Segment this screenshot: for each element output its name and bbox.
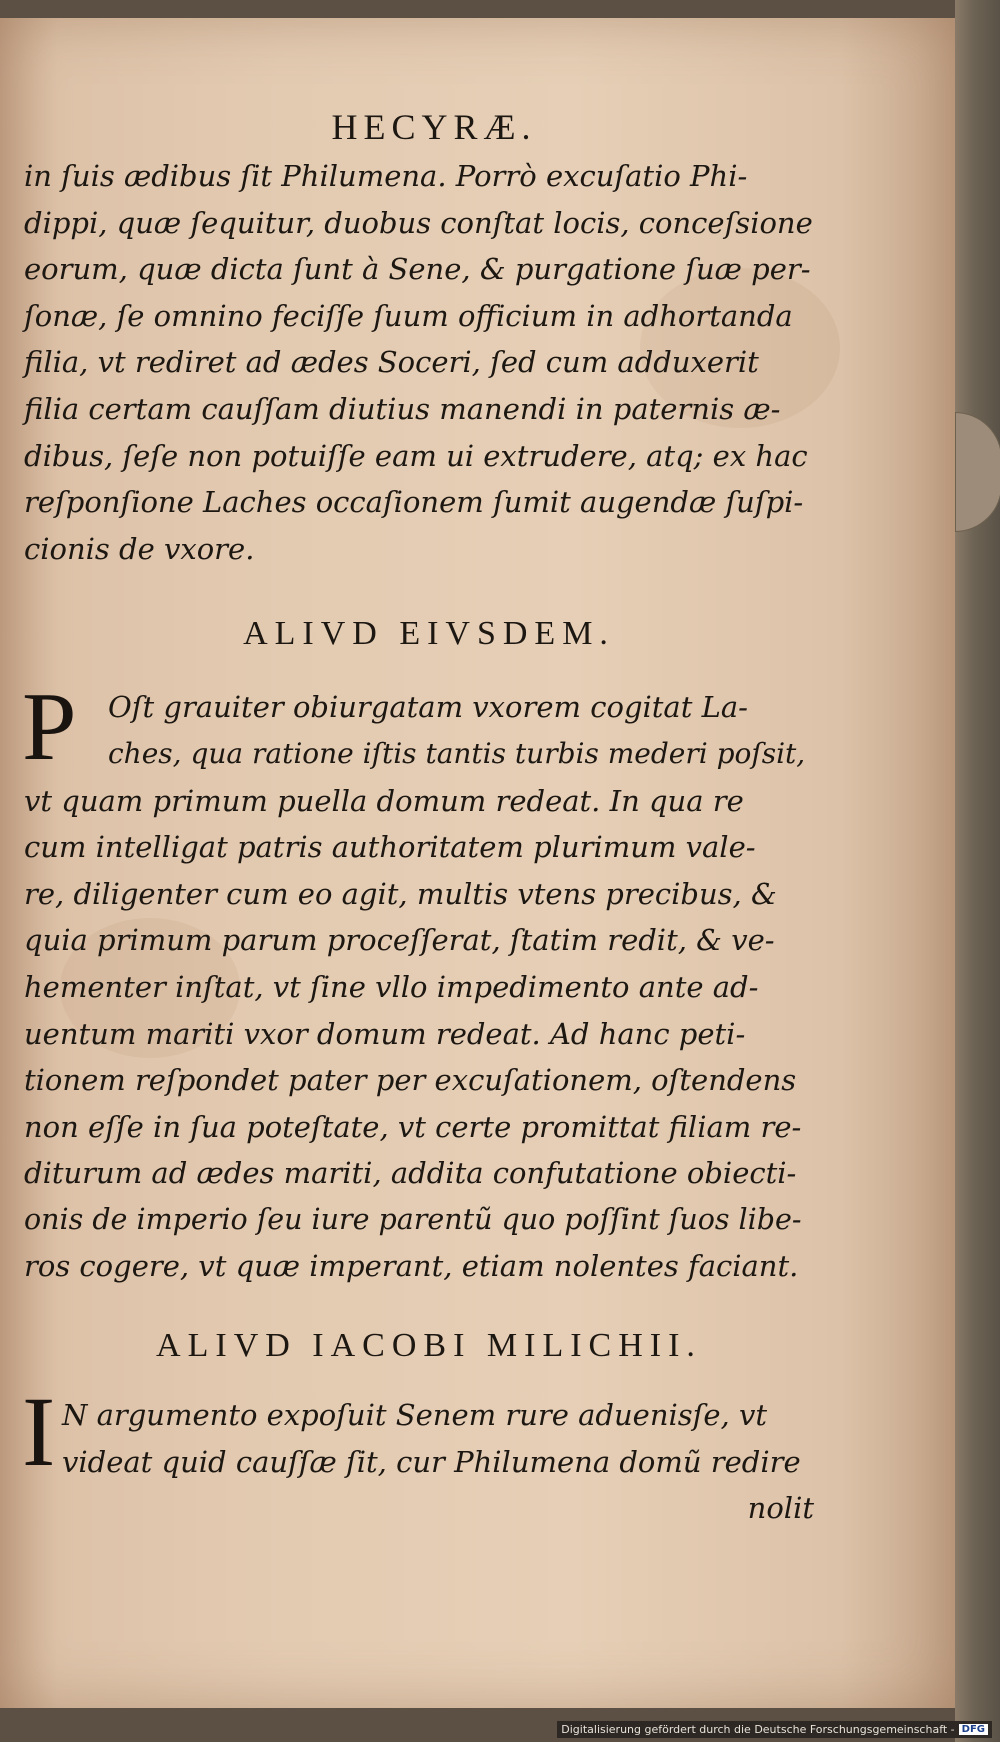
text-line: quia primum parum proceſſerat, ſtatim redit, & ve- <box>24 923 775 958</box>
text-line: Oſt grauiter obiurgatam vxorem cogitat La- <box>108 690 748 725</box>
digitization-credit <box>557 1721 992 1738</box>
section-heading: ALIVD EIVSDEM. <box>243 615 615 653</box>
text-line: reſponſione Laches occaſionem ſumit augendæ ſuſpi- <box>24 485 804 520</box>
text-line: videat quid cauſſæ ſit, cur Philumena domũ redire <box>62 1444 801 1479</box>
catchword: nolit <box>747 1491 814 1526</box>
book-edge <box>955 0 1000 1742</box>
text-line: eorum, quæ dicta ſunt à Sene, & purgatione ſuæ per- <box>24 252 811 287</box>
text-line: ſonæ, ſe omnino feciſſe ſuum officium in adhortanda <box>24 298 793 333</box>
paragraph-2 <box>22 673 814 1290</box>
text-line: cionis de vxore. <box>24 531 255 566</box>
text-line: dippi, quæ ſequitur, duobus conſtat locis, conceſsione <box>24 205 813 240</box>
text-line: non eſſe in ſua poteſtate, vt certe promittat filiam re- <box>24 1109 802 1144</box>
text-line: filia certam cauſſam diutius manendi in paternis æ- <box>24 391 781 426</box>
text-line: diturum ad ædes mariti, addita confutatione obiecti- <box>24 1156 797 1191</box>
text-line: vt quam primum puella domum redeat. In qua re <box>24 783 744 818</box>
text-line: onis de imperio ſeu iure parentũ quo poſſint ſuos libe- <box>24 1202 802 1236</box>
text-line: dibus, ſeſe non potuiſſe eam ui extrudere, atq; ex hac <box>24 438 808 473</box>
text-line: tionem reſpondet pater per excuſationem, oſtendens <box>24 1063 797 1098</box>
text-line: ches, qua ratione iſtis tantis turbis mederi poſsit, <box>108 736 806 770</box>
paragraph-1 <box>24 153 814 572</box>
text-line: re, diligenter cum eo agit, multis vtens precibus, & <box>24 876 777 911</box>
running-head: HECYRÆ. <box>331 107 537 147</box>
drop-capital: I <box>22 1376 56 1488</box>
text-line: in ſuis ædibus ſit Philumena. Porrò excuſatio Phi- <box>24 159 748 193</box>
section-heading: ALIVD IACOBI MILICHII. <box>156 1327 702 1365</box>
text-line: ros cogere, vt quæ imperant, etiam nolentes faciant. <box>24 1249 799 1284</box>
text-line: hementer inſtat, vt ſine vllo impedimento ante ad- <box>24 969 759 1004</box>
text-line: cum intelligat patris authoritatem plurimum vale- <box>24 830 756 865</box>
text-line: filia, vt rediret ad ædes Soceri, ſed cum adduxerit <box>24 345 759 380</box>
drop-capital: P <box>22 673 77 782</box>
text-line: N argumento expoſuit Senem rure aduenisſe, vt <box>62 1398 768 1433</box>
text-line: uentum mariti vxor domum redeat. Ad hanc peti- <box>24 1016 746 1051</box>
dfg-logo-icon: DFG <box>959 1724 988 1735</box>
page-text <box>24 105 814 1532</box>
credit-text: Digitalisierung gefördert durch die Deutsche Forschungsgemeinschaft - <box>561 1723 955 1736</box>
paragraph-3 <box>22 1376 814 1532</box>
